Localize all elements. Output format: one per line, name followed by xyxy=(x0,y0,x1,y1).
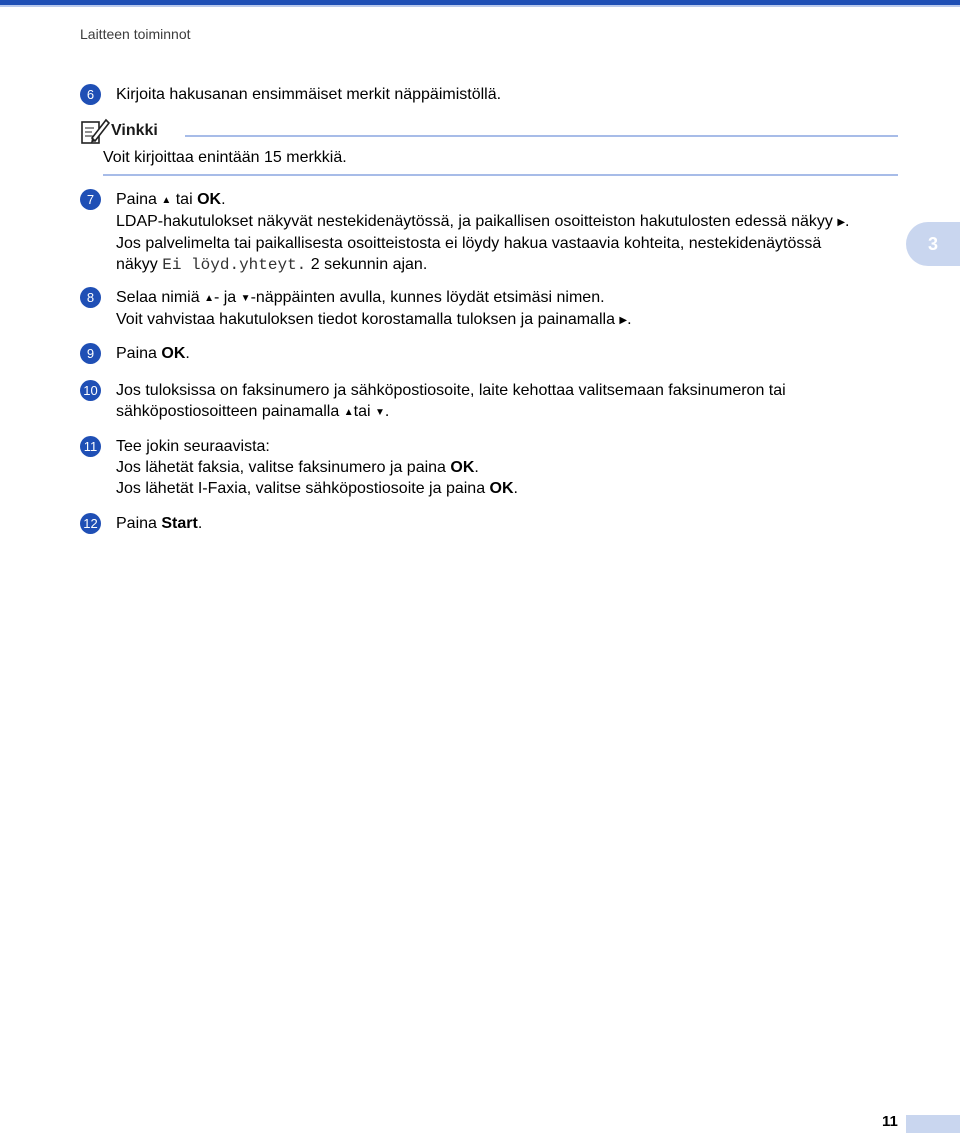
text-fragment: Paina xyxy=(116,191,157,208)
top-rule-shadow xyxy=(0,5,960,7)
down-arrow-icon: ▼ xyxy=(240,293,251,304)
step-text xyxy=(116,84,896,105)
ok-key-label: OK xyxy=(450,459,475,476)
note-rule-top xyxy=(185,135,898,137)
note-title: Vinkki xyxy=(111,122,158,139)
page-tab xyxy=(906,1115,960,1133)
text-fragment: -näppäinten avulla, kunnes löydät etsimäsi nimen. xyxy=(250,289,605,306)
text-fragment: tai xyxy=(175,191,193,208)
step-line: Kirjoita hakusanan ensimmäiset merkit näppäimistöllä. xyxy=(116,86,502,103)
step-text xyxy=(116,343,896,364)
up-arrow-icon: ▲ xyxy=(161,195,172,206)
lcd-message: Ei löyd.yhteyt. xyxy=(162,256,307,274)
text-fragment: Voit vahvistaa hakutuloksen tiedot korostamalla tuloksen ja painamalla xyxy=(116,311,615,328)
step-line xyxy=(116,457,896,478)
step-line: Jos palvelimelta tai paikallisesta osoitteistosta ei löydy hakua vastaavia kohteita, nestekidenäytössä xyxy=(116,235,822,252)
step-text xyxy=(116,513,896,534)
text-fragment: Paina xyxy=(116,515,157,532)
step-number-badge: 7 xyxy=(80,189,101,210)
text-fragment: . xyxy=(197,515,203,532)
note-rule-bottom xyxy=(103,174,898,176)
step-text xyxy=(116,436,896,499)
step-number-badge: 8 xyxy=(80,287,101,308)
page-number: 11 xyxy=(882,1113,898,1130)
chapter-tab: 3 xyxy=(906,222,960,266)
text-fragment: . xyxy=(513,480,518,497)
text-fragment: . xyxy=(627,311,632,328)
text-fragment: . xyxy=(221,191,226,208)
text-fragment: sähköpostiosoitteen painamalla xyxy=(116,403,340,420)
step-line xyxy=(116,287,896,309)
note-pencil-icon xyxy=(80,116,110,146)
right-arrow-icon: ▶ xyxy=(619,315,628,326)
text-fragment: - ja xyxy=(213,289,237,306)
text-fragment: . xyxy=(185,345,190,362)
text-fragment: Jos lähetät faksia, valitse faksinumero ja paina xyxy=(116,459,446,476)
step-line: Tee jokin seuraavista: xyxy=(116,438,270,455)
text-fragment: 2 sekunnin ajan. xyxy=(310,256,428,273)
step-text xyxy=(116,380,896,423)
step-number-badge: 11 xyxy=(80,436,101,457)
ok-key-label: OK xyxy=(489,480,514,497)
text-fragment: . xyxy=(845,213,850,230)
step-line xyxy=(116,401,896,423)
text-fragment: Paina xyxy=(116,345,157,362)
text-fragment: Selaa nimiä xyxy=(116,289,200,306)
text-fragment: Jos lähetät I-Faxia, valitse sähköpostiosoite ja paina xyxy=(116,480,486,497)
text-fragment: . xyxy=(474,459,479,476)
note-text: Voit kirjoittaa enintään 15 merkkiä. xyxy=(103,149,347,166)
ok-key-label: OK xyxy=(161,345,186,362)
right-arrow-icon: ▶ xyxy=(837,217,846,228)
section-header: Laitteen toiminnot xyxy=(80,26,191,42)
note-box xyxy=(80,116,898,176)
ok-key-label: OK xyxy=(197,191,222,208)
step-number-badge: 12 xyxy=(80,513,101,534)
down-arrow-icon: ▼ xyxy=(374,407,385,418)
step-line xyxy=(116,254,896,276)
step-line xyxy=(116,478,896,499)
step-line: Jos tuloksissa on faksinumero ja sähköpostiosoite, laite kehottaa valitsemaan faksinumeron tai xyxy=(116,382,786,399)
text-fragment: . xyxy=(384,403,390,420)
step-line xyxy=(116,309,896,331)
step-number-badge: 9 xyxy=(80,343,101,364)
step-text xyxy=(116,189,896,276)
step-line xyxy=(116,189,896,211)
text-fragment: tai xyxy=(353,403,371,420)
up-arrow-icon: ▲ xyxy=(343,407,354,418)
up-arrow-icon: ▲ xyxy=(204,293,214,304)
step-number-badge: 10 xyxy=(80,380,101,401)
text-fragment: näkyy xyxy=(116,256,158,273)
step-text xyxy=(116,287,896,331)
step-number-badge: 6 xyxy=(80,84,101,105)
start-key-label: Start xyxy=(161,515,198,532)
step-line xyxy=(116,211,896,233)
text-fragment: LDAP-hakutulokset näkyvät nestekidenäytössä, ja paikallisen osoitteiston hakutulosten edessä näkyy xyxy=(116,213,833,230)
